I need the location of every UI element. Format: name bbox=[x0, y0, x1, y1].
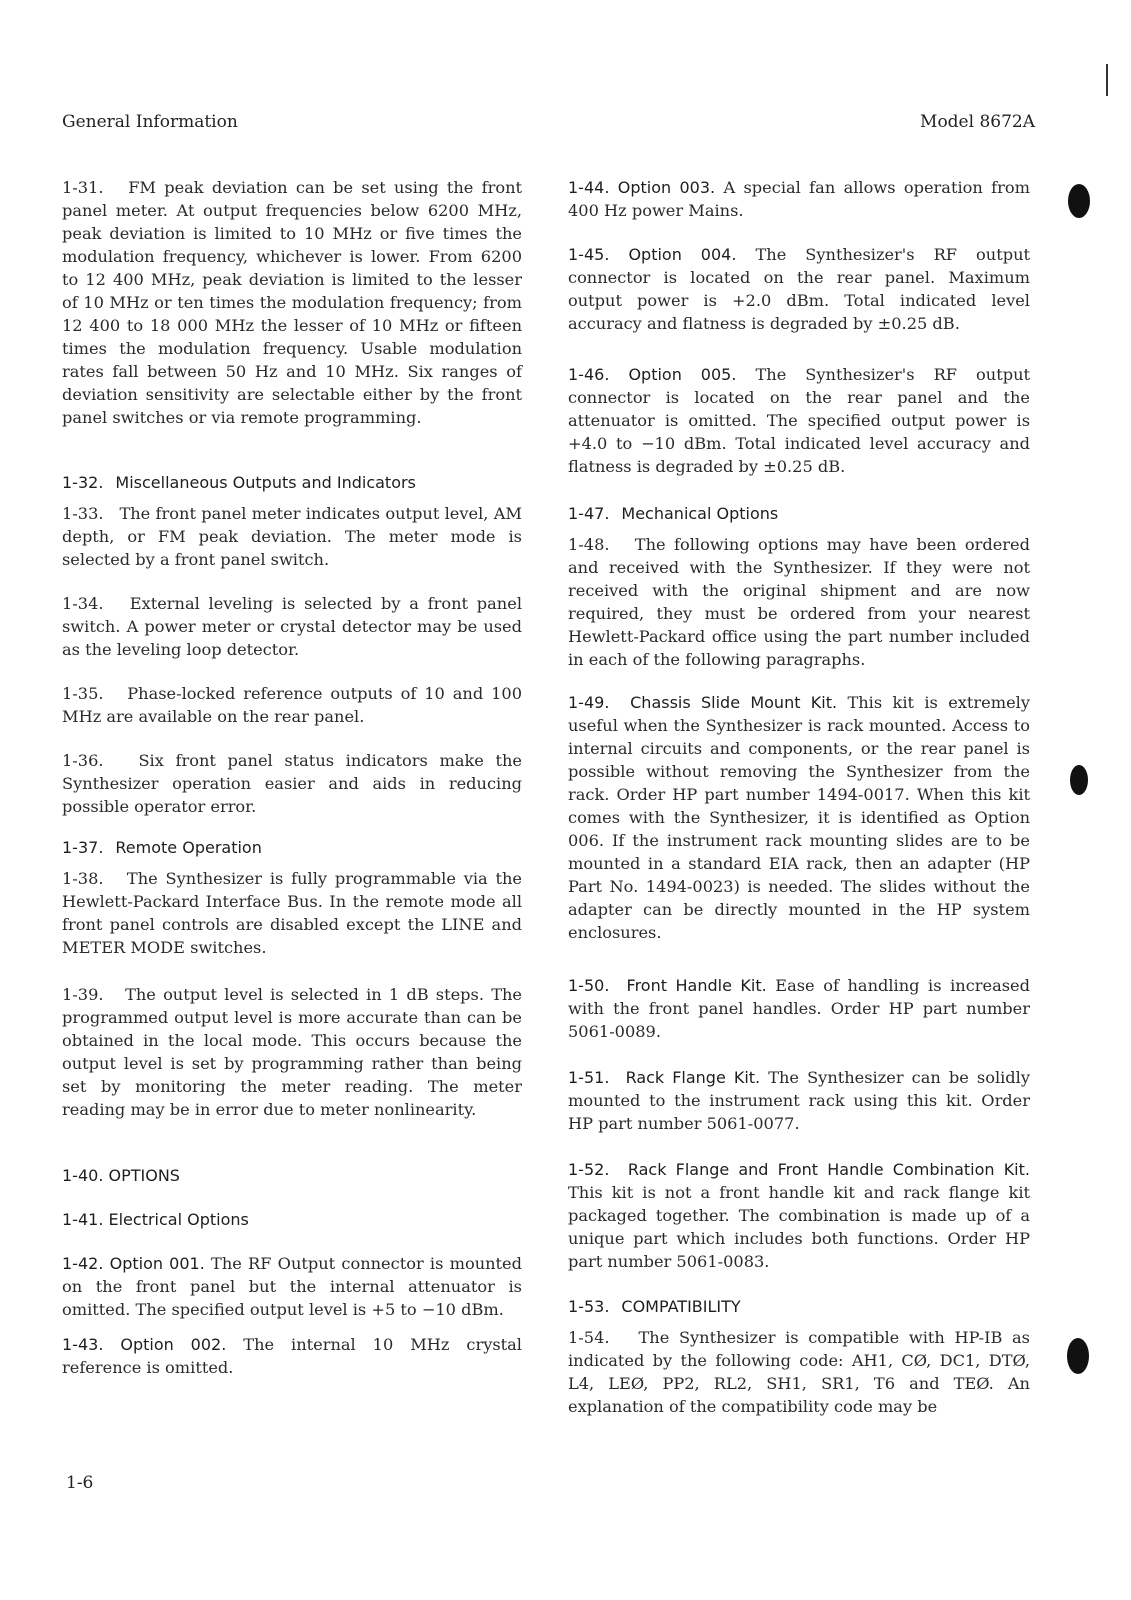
paragraph-1-43: 1-43. Option 002. The internal 10 MHz crystal reference is omitted. bbox=[62, 1335, 522, 1377]
paragraph-1-51: 1-51. Rack Flange Kit. The Synthesizer can be solidly mounted to the instrument rack using this kit. Order HP part number 5061-0077. bbox=[568, 1068, 1030, 1133]
heading-1-53: 1-53. COMPATIBILITY bbox=[568, 1297, 741, 1316]
paragraph-1-34: 1-34. External leveling is selected by a front panel switch. A power meter or crystal detector may be used as the leveling loop detector. bbox=[62, 594, 522, 659]
paragraph-1-54: 1-54. The Synthesizer is compatible with HP-IB as indicated by the following code: AH1, CØ, DC1, DTØ, L4, LEØ, PP2, RL2, SH1, SR1, T6 and TEØ. An explanation of the compatibility code may be bbox=[568, 1328, 1030, 1416]
heading-1-32: 1-32. Miscellaneous Outputs and Indicators bbox=[62, 473, 416, 492]
paragraph-1-35: 1-35. Phase-locked reference outputs of 10 and 100 MHz are available on the rear panel. bbox=[62, 684, 522, 726]
heading-1-41: 1-41. Electrical Options bbox=[62, 1210, 249, 1229]
paragraph-1-46: 1-46. Option 005. The Synthesizer's RF output connector is located on the rear panel and the attenuator is omitted. The specified output power is +4.0 to −10 dBm. Total indicated level accuracy and flatness is degraded by ±0.25 dB. bbox=[568, 365, 1030, 476]
heading-1-47: 1-47. Mechanical Options bbox=[568, 504, 779, 523]
paragraph-1-44: 1-44. Option 003. A special fan allows operation from 400 Hz power Mains. bbox=[568, 178, 1030, 220]
punch-hole-mark-middle bbox=[1070, 765, 1088, 795]
paragraph-1-50: 1-50. Front Handle Kit. Ease of handling is increased with the front panel handles. Order HP part number 5061-0089. bbox=[568, 976, 1030, 1041]
left-column bbox=[62, 176, 522, 1379]
heading-1-40: 1-40. OPTIONS bbox=[62, 1166, 180, 1185]
paragraph-1-49: 1-49. Chassis Slide Mount Kit. This kit is extremely useful when the Synthesizer is rack mounted. Access to internal circuits and components, or the rear panel is possible without removing the Synthesizer from the rack. Order HP part number 1494-0017. When this kit comes with the Synthesizer, it is identified as Option 006. If the instrument rack mounting slides are to be mounted in a standard EIA rack, then an adapter (HP Part No. 1494-0023) is needed. The slides without the adapter can be directly mounted in the HP system enclosures. bbox=[568, 693, 1030, 942]
paragraph-1-52: 1-52. Rack Flange and Front Handle Combination Kit. This kit is not a front handle kit and rack flange kit packaged together. The combination is made up of a unique part which includes both functions. Order HP part number 5061-0083. bbox=[568, 1160, 1030, 1271]
running-header-section: General Information bbox=[62, 112, 238, 132]
edge-mark bbox=[1106, 64, 1108, 96]
page-number: 1-6 bbox=[66, 1473, 94, 1493]
paragraph-1-31: 1-31. FM peak deviation can be set using the front panel meter. At output frequencies below 6200 MHz, peak deviation is limited to 10 MHz or five times the modulation frequency, whichever is lower. From 6200 to 12 400 MHz, peak deviation is limited to the lesser of 10 MHz or ten times the modulation frequency; from 12 400 to 18 000 MHz the lesser of 10 MHz or fifteen times the modulation frequency. Usable modulation rates fall between 50 Hz and 10 MHz. Six ranges of deviation sensitivity are selectable either by the front panel switches or via remote programming. bbox=[62, 178, 523, 427]
punch-hole-mark-top bbox=[1068, 184, 1090, 218]
paragraph-1-36: 1-36. Six front panel status indicators make the Synthesizer operation easier and aids in reducing possible operator error. bbox=[62, 751, 523, 816]
paragraph-1-48: 1-48. The following options may have been ordered and received with the Synthesizer. If they were not received with the original shipment and are now required, they must be ordered from your nearest Hewlett-Packard office using the part number included in each of the following paragraphs. bbox=[568, 535, 1030, 669]
heading-1-37: 1-37. Remote Operation bbox=[62, 838, 262, 857]
paragraph-1-45: 1-45. Option 004. The Synthesizer's RF output connector is located on the rear panel. Maximum output power is +2.0 dBm. Total indicated level accuracy and flatness is degraded by ±0.25 dB. bbox=[568, 245, 1030, 333]
paragraph-1-42: 1-42. Option 001. The RF Output connector is mounted on the front panel but the internal attenuator is omitted. The specified output level is +5 to −10 dBm. bbox=[62, 1254, 522, 1319]
punch-hole-mark-bottom bbox=[1067, 1338, 1089, 1374]
right-column bbox=[568, 176, 1030, 1418]
running-header-model: Model 8672A bbox=[920, 112, 1035, 132]
paragraph-1-39: 1-39. The output level is selected in 1 dB steps. The programmed output level is more accurate than can be obtained in the local mode. This occurs because the output level is set by programming rather than being set by monitoring the meter reading. The meter reading may be in error due to meter nonlinearity. bbox=[62, 985, 522, 1119]
paragraph-1-33: 1-33. The front panel meter indicates output level, AM depth, or FM peak deviation. The meter mode is selected by a front panel switch. bbox=[62, 504, 523, 569]
paragraph-1-38: 1-38. The Synthesizer is fully programmable via the Hewlett-Packard Interface Bus. In the remote mode all front panel controls are disabled except the LINE and METER MODE switches. bbox=[62, 869, 522, 957]
